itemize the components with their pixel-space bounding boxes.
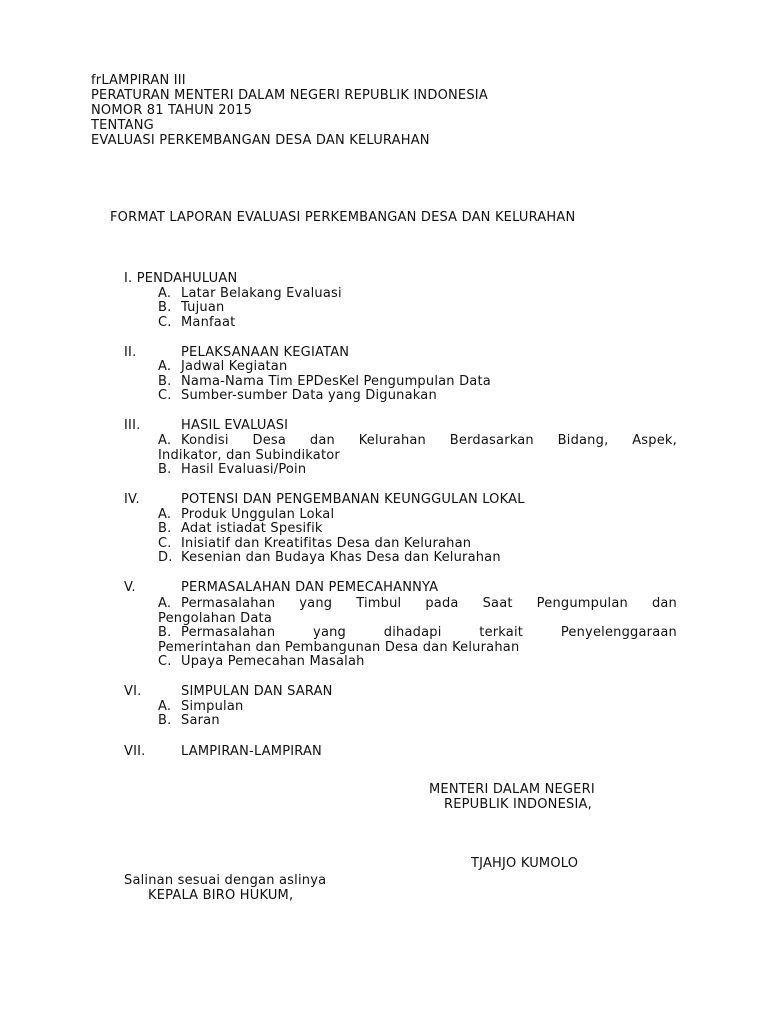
section-heading: PERMASALAHAN DAN PEMECAHANNYA <box>181 580 439 595</box>
item-text: Permasalahan yang Timbul pada Saat Pengumpulan dan <box>181 596 677 611</box>
section-numeral: VII. <box>124 744 146 759</box>
item-letter: A. <box>158 507 172 522</box>
item-letter: B. <box>158 374 172 389</box>
item-text: Jadwal Kegiatan <box>181 359 288 374</box>
item-text-continued: Pengolahan Data <box>158 611 273 626</box>
header-line-2: PERATURAN MENTERI DALAM NEGERI REPUBLIK INDONESIA <box>91 88 488 103</box>
item-text: Sumber-sumber Data yang Digunakan <box>181 388 437 403</box>
section-numeral: V. <box>124 580 136 595</box>
section-heading: LAMPIRAN-LAMPIRAN <box>181 744 322 759</box>
item-text-continued: Pemerintahan dan Pembangunan Desa dan Kelurahan <box>158 640 520 655</box>
item-text: Kondisi Desa dan Kelurahan Berdasarkan Bidang, Aspek, <box>181 433 677 448</box>
item-letter: C. <box>158 536 172 551</box>
signature-title-line-2: REPUBLIK INDONESIA, <box>444 797 592 812</box>
item-letter: B. <box>158 462 172 477</box>
item-letter: B. <box>158 300 172 315</box>
item-letter: A. <box>158 286 172 301</box>
item-letter: D. <box>158 550 173 565</box>
item-letter: B. <box>158 713 172 728</box>
item-text: Produk Unggulan Lokal <box>181 507 335 522</box>
item-letter: C. <box>158 388 172 403</box>
item-text: Latar Belakang Evaluasi <box>181 286 342 301</box>
item-text: Kesenian dan Budaya Khas Desa dan Kelurahan <box>181 550 501 565</box>
section-heading: I. PENDAHULUAN <box>124 271 238 286</box>
copy-office: KEPALA BIRO HUKUM, <box>148 888 294 903</box>
item-letter: C. <box>158 315 172 330</box>
item-text-continued: Indikator, dan Subindikator <box>158 448 340 463</box>
item-letter: C. <box>158 654 172 669</box>
header-line-1: frLAMPIRAN III <box>91 73 186 88</box>
section-numeral: IV. <box>124 492 140 507</box>
item-text: Nama-Nama Tim EPDesKel Pengumpulan Data <box>181 374 491 389</box>
item-text: Simpulan <box>181 699 244 714</box>
item-text: Tujuan <box>181 300 225 315</box>
section-heading: SIMPULAN DAN SARAN <box>181 684 333 699</box>
item-letter: B. <box>158 521 172 536</box>
header-line-4: TENTANG <box>91 118 154 133</box>
item-letter: A. <box>158 596 172 611</box>
item-text: Saran <box>181 713 220 728</box>
section-numeral: VI. <box>124 684 142 699</box>
item-letter: B. <box>158 625 172 640</box>
item-letter: A. <box>158 359 172 374</box>
section-numeral: II. <box>124 345 137 360</box>
item-letter: A. <box>158 699 172 714</box>
section-numeral: III. <box>124 418 141 433</box>
item-text: Upaya Pemecahan Masalah <box>181 654 365 669</box>
item-text: Inisiatif dan Kreatifitas Desa dan Kelurahan <box>181 536 472 551</box>
copy-note: Salinan sesuai dengan aslinya <box>124 873 327 888</box>
header-line-3: NOMOR 81 TAHUN 2015 <box>91 103 253 118</box>
section-heading: HASIL EVALUASI <box>181 418 289 433</box>
section-heading: PELAKSANAAN KEGIATAN <box>181 345 350 360</box>
section-heading: POTENSI DAN PENGEMBANAN KEUNGGULAN LOKAL <box>181 492 525 507</box>
document-title: FORMAT LAPORAN EVALUASI PERKEMBANGAN DESA DAN KELURAHAN <box>110 210 576 225</box>
item-text: Hasil Evaluasi/Poin <box>181 462 307 477</box>
item-text: Manfaat <box>181 315 236 330</box>
signatory-name: TJAHJO KUMOLO <box>471 856 579 871</box>
header-line-5: EVALUASI PERKEMBANGAN DESA DAN KELURAHAN <box>91 133 430 148</box>
item-text: Permasalahan yang dihadapi terkait Penyelenggaraan <box>181 625 677 640</box>
item-text: Adat istiadat Spesifik <box>181 521 323 536</box>
item-letter: A. <box>158 433 172 448</box>
signature-title-line-1: MENTERI DALAM NEGERI <box>429 782 595 797</box>
